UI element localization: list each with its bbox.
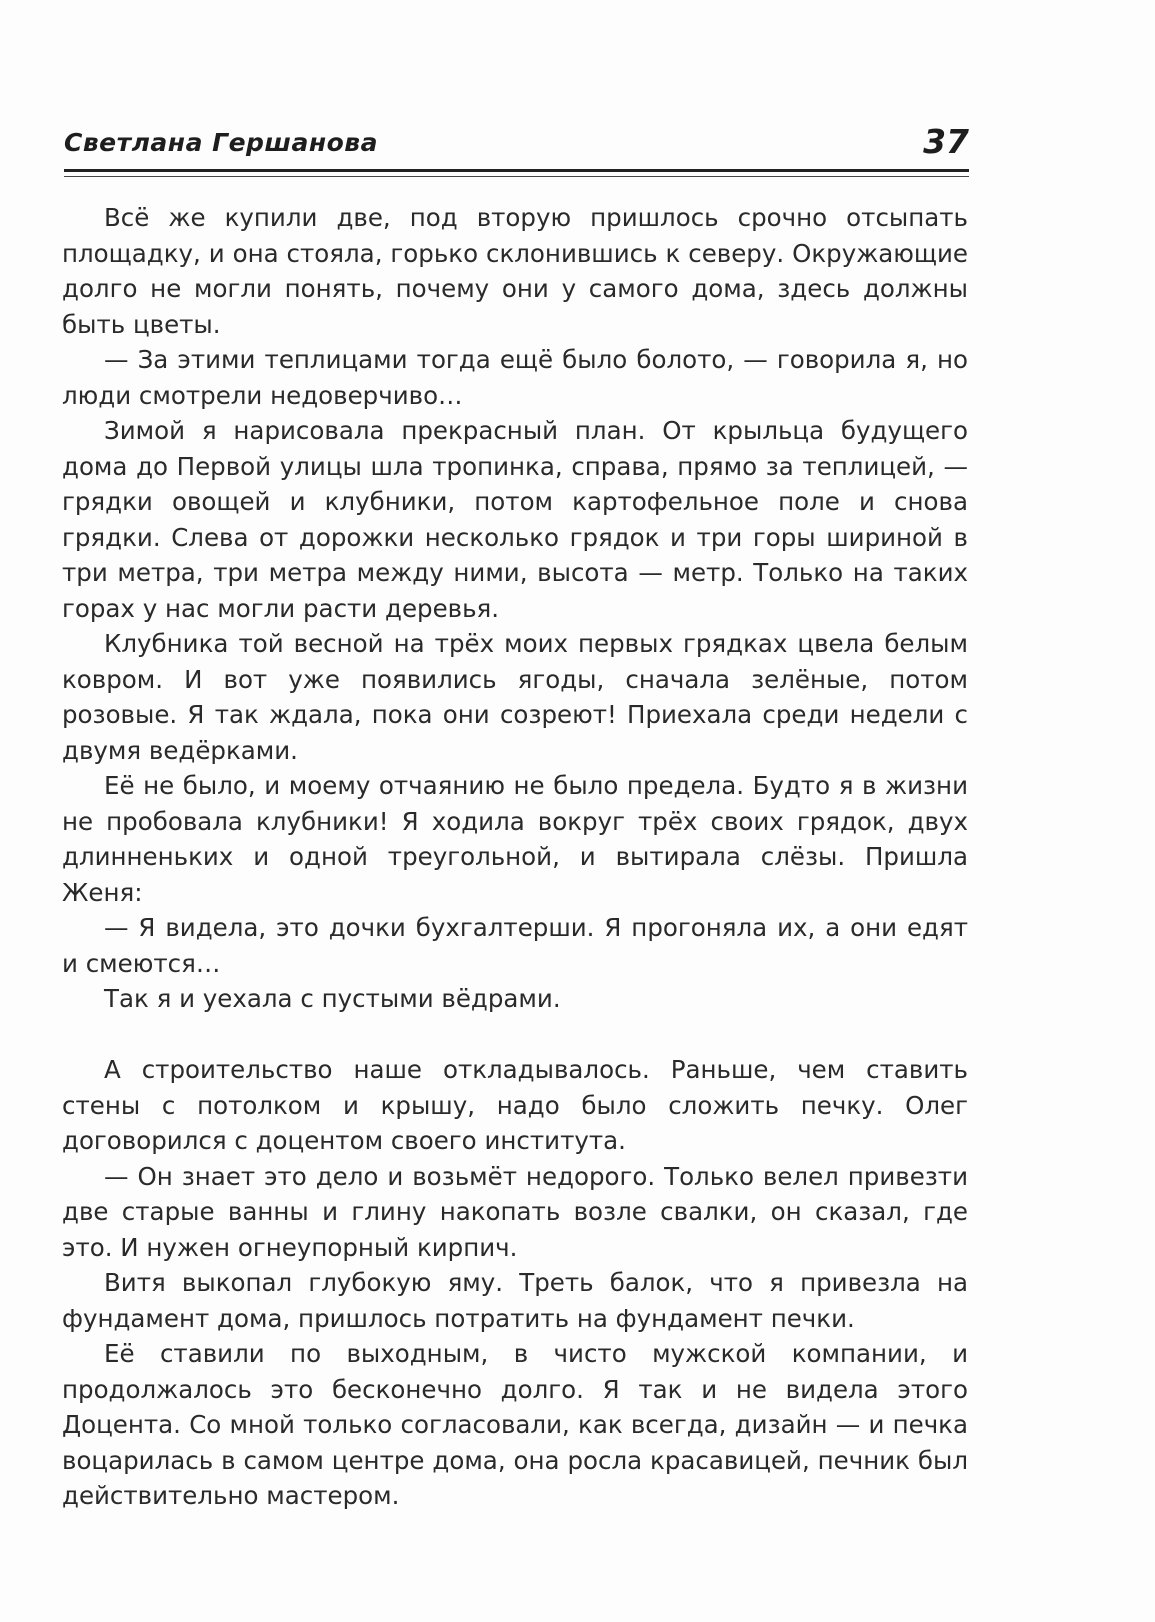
paragraph-1: Всё же купили две, под вторую пришлось срочно отсыпать площадку, и она стояла, горько склонившись к северу. Окружающие долго не могли понять, почему они у самого дома, здесь должны быть цветы. <box>62 203 968 339</box>
paragraph-11: Её ставили по выходным, в чисто мужской компании, и продолжалось это бесконечно долго. Я так и не видела этого Доцента. Со мной только согласовали, как всегда, дизайн — и печка воцарилась в самом центре дома, она росла красавицей, печник был действительно мастером. <box>62 1339 968 1510</box>
running-header <box>64 122 969 168</box>
paragraph-9: — Он знает это дело и возьмёт недорого. Только велел привезти две старые ванны и глину накопать возле свалки, он сказал, где это. И нужен огнеупорный кирпич. <box>62 1161 968 1262</box>
section-break <box>62 1017 968 1053</box>
paragraph-7: Так я и уехала с пустыми вёдрами. <box>104 984 561 1013</box>
paragraph-8: А строительство наше откладывалось. Раньше, чем ставить стены с потолком и крышу, надо было сложить печку. Олег договорился с доцентом своего института. <box>62 1055 968 1155</box>
paragraph-5: Её не было, и моему отчаянию не было предела. Будто я в жизни не пробовала клубники! Я ходила вокруг трёх своих грядок, двух длинненьких и одной треугольной, и вытирала слёзы. Пришла Женя: <box>62 771 968 907</box>
paragraph-2: — За этими теплицами тогда ещё было болото, — говорила я, но люди смотрели недоверчиво… <box>62 345 968 410</box>
paragraph-10: Витя выкопал глубокую яму. Треть балок, что я привезла на фундамент дома, пришлось потратить на фундамент печки. <box>62 1268 968 1333</box>
header-author: Светлана Гершанова <box>64 128 378 157</box>
paragraph-3: Зимой я нарисовала прекрасный план. От крыльца будущего дома до Первой улицы шла тропинка, справа, прямо за теплицей, — грядки овощей и клубники, потом картофельное поле и снова грядки. Слева от дорожки несколько грядок и три горы шириной в три метра, три метра между ними, высота — метр. Только на таких горах у нас могли расти деревья. <box>62 416 968 623</box>
page-number: 37 <box>923 122 969 161</box>
header-rule-thick <box>64 169 969 172</box>
paragraph-4: Клубника той весной на трёх моих первых грядках цвела белым ковром. И вот уже появились ягоды, сначала зелёные, потом розовые. Я так ждала, пока они созреют! Приехала среди недели с двумя ведёрками. <box>62 629 968 765</box>
paragraph-6: — Я видела, это дочки бухгалтерши. Я прогоняла их, а они едят и смеются… <box>62 913 968 978</box>
body-text <box>62 200 968 1514</box>
header-rule-thin <box>64 176 969 177</box>
